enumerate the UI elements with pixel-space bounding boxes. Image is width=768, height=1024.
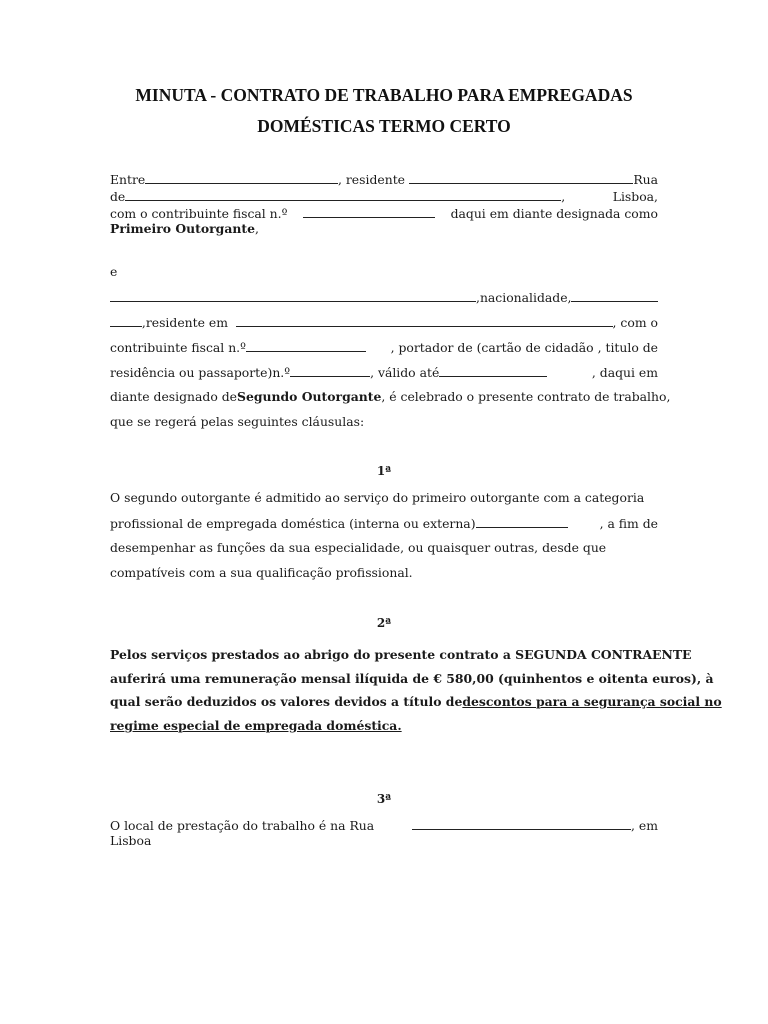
residente-label: , residente (338, 172, 406, 187)
contribuinte-label-2: contribuinte fiscal n.º (110, 340, 246, 355)
daqui-label: daqui em diante designada como (450, 206, 658, 221)
second-party-line-4 (110, 364, 658, 381)
clause-2-line-1: Pelos serviços prestados ao abrigo do presente contrato a SEGUNDA CONTRAENTE (110, 647, 692, 662)
clause-3-line-2: Lisboa (110, 833, 152, 848)
primeiro-outorgante-label: Primeiro Outorgante (110, 221, 255, 236)
portador-label: , portador de (cartão de cidadão , titulo de (390, 340, 658, 355)
document-title-line-1: MINUTA - CONTRATO DE TRABALHO PARA EMPREGADAS (135, 85, 633, 105)
first-party-line-3 (110, 205, 658, 222)
second-party-line-6 (110, 414, 658, 430)
second-nif-blank[interactable] (246, 339, 366, 352)
address-blank[interactable] (409, 171, 634, 184)
clause-1-line-3: desempenhar as funções da sua especialidade, ou quaisquer outras, desde que (110, 540, 607, 555)
first-party-line-2 (110, 188, 658, 205)
clause-2-line-4: regime especial de empregada doméstica. (110, 718, 402, 733)
second-name-blank[interactable] (110, 289, 476, 302)
clause-2-line-3 (110, 694, 722, 710)
second-party-line-3 (110, 339, 658, 356)
clause-1-line-4: compatíveis com a sua qualificação profissional. (110, 565, 413, 580)
lisboa-label: Lisboa, (612, 189, 658, 204)
local-text: O local de prestação do trabalho é na Rua (110, 818, 375, 833)
categoria-text: profissional de empregada doméstica (interna ou externa) (110, 516, 476, 531)
nif-blank[interactable] (303, 205, 435, 218)
clause-1-heading: 1ª (376, 464, 392, 478)
descontos-text: descontos para a segurança social no (462, 694, 722, 709)
entre-label: Entre (110, 172, 146, 187)
local-street-blank[interactable] (412, 817, 631, 830)
document-title-line-2: DOMÉSTICAS TERMO CERTO (257, 116, 511, 136)
first-party-line-1 (110, 171, 658, 188)
a-fim-de-text: , a fim de (599, 516, 658, 531)
validity-blank[interactable] (439, 364, 547, 377)
name-blank[interactable] (145, 171, 338, 184)
e-label: e (110, 264, 118, 279)
second-party-line-1 (110, 289, 658, 306)
celebrado-label: , é celebrado o presente contrato de trabalho, (381, 389, 671, 404)
clause-2-heading: 2ª (376, 616, 392, 630)
comma: , (561, 189, 566, 204)
clause-2-line-2: auferirá uma remuneração mensal ilíquida de € 580,00 (quinhentos e oitenta euros), à (110, 671, 714, 686)
em-label: , em (631, 818, 658, 833)
comma: , (255, 221, 259, 236)
e-line (110, 264, 658, 280)
first-party-line-4 (110, 221, 658, 237)
valido-label: , válido até (370, 365, 440, 380)
diante-label: diante designado de (110, 389, 237, 404)
street-blank[interactable] (125, 188, 561, 201)
second-address-blank[interactable] (236, 314, 613, 327)
document-number-blank[interactable] (290, 364, 370, 377)
segundo-outorgante-label: Segundo Outorgante (237, 389, 382, 404)
second-party-line-2 (110, 314, 658, 331)
deduzidos-text: qual serão deduzidos os valores devidos a título de (110, 694, 463, 709)
de-label: de (110, 189, 126, 204)
nacionalidade-label: ,nacionalidade, (476, 290, 572, 305)
interna-externa-blank[interactable] (476, 515, 568, 528)
contribuinte-label: com o contribuinte fiscal n.º (110, 206, 288, 221)
clause-1-line-2 (110, 515, 658, 532)
second-party-line-5 (110, 389, 671, 405)
nationality-blank[interactable] (571, 289, 658, 302)
clause-1-line-1: O segundo outorgante é admitido ao serviço do primeiro outorgante com a categoria (110, 490, 645, 505)
com-o-label: , com o (612, 315, 658, 330)
residente-em-label: ,residente em (141, 315, 228, 330)
nationality-blank-cont[interactable] (110, 314, 142, 327)
clause-3-line-1 (110, 817, 658, 834)
residencia-label: residência ou passaporte)n.º (110, 365, 291, 380)
rua-label: Rua (633, 172, 659, 187)
clausulas-intro: que se regerá pelas seguintes cláusulas: (110, 414, 365, 429)
daqui-em-label: , daqui em (591, 365, 658, 380)
clause-3-heading: 3ª (376, 792, 392, 806)
